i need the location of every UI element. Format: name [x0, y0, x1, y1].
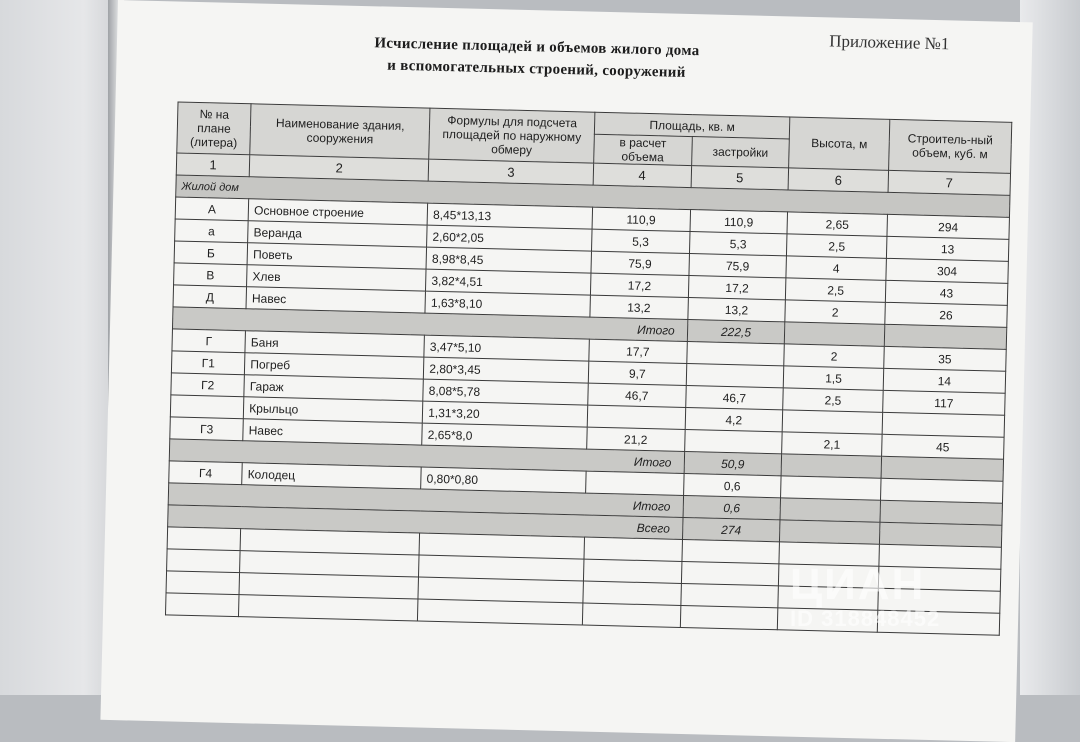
total-value: 0,6 [683, 495, 781, 519]
plan-number-cell: Г [172, 329, 246, 353]
building-name-cell: Погреб [245, 353, 424, 379]
header-plan-number: № на плане (литера) [177, 102, 251, 155]
total-label: Итого [172, 307, 687, 342]
column-number: 3 [428, 159, 593, 185]
height-cell [782, 410, 882, 434]
grand-total-value: 274 [682, 517, 780, 541]
area-volume-table [165, 101, 1012, 635]
group-1-rows [173, 197, 1009, 327]
plan-number-cell [170, 395, 244, 419]
formula-cell: 8,98*8,45 [426, 247, 591, 273]
plan-number-cell: Г2 [171, 373, 245, 397]
volume-area-cell: 17,7 [589, 339, 687, 363]
plan-number-cell: Б [174, 241, 248, 265]
cian-watermark [790, 560, 940, 632]
height-cell: 2 [784, 344, 884, 368]
height-cell: 4 [786, 256, 886, 280]
total-empty [785, 322, 885, 346]
building-name-cell: Баня [245, 331, 424, 357]
height-cell: 2,5 [787, 234, 887, 258]
total-empty [780, 520, 880, 544]
volume-area-cell: 75,9 [591, 251, 689, 275]
appendix-label: Приложение №1 [828, 31, 950, 54]
formula-cell: 3,47*5,10 [424, 335, 589, 361]
volume-area-cell: 110,9 [592, 207, 690, 231]
watermark-id: ID 318848452 [790, 606, 941, 631]
volume-cell: 294 [887, 214, 1010, 239]
formula-cell: 1,63*8,10 [425, 291, 590, 317]
plan-number-cell: В [174, 263, 248, 287]
plan-number-cell: А [175, 197, 249, 221]
header-volume: Строитель-ный объем, куб. м [888, 119, 1011, 173]
building-name-cell: Навес [246, 287, 425, 313]
header-building-name: Наименование здания, сооружения [250, 104, 430, 159]
column-number: 5 [691, 166, 789, 190]
volume-area-cell [587, 405, 685, 429]
building-area-cell: 13,2 [687, 298, 785, 322]
height-cell: 2,5 [783, 388, 883, 412]
volume-cell: 117 [883, 390, 1006, 415]
volume-area-cell: 13,2 [590, 295, 688, 319]
column-number: 1 [176, 153, 250, 177]
formula-cell: 2,60*2,05 [427, 225, 592, 251]
total-value: 50,9 [684, 451, 782, 475]
building-area-cell: 0,6 [683, 473, 781, 497]
building-name-cell: Основное строение [248, 199, 427, 225]
volume-cell [882, 412, 1005, 437]
total-empty [880, 500, 1003, 525]
building-area-cell [686, 363, 784, 387]
volume-cell: 35 [884, 346, 1007, 371]
volume-area-cell: 17,2 [590, 273, 688, 297]
formula-cell: 0,80*0,80 [421, 467, 586, 493]
volume-cell: 13 [886, 236, 1009, 261]
header-height: Высота, м [789, 117, 890, 170]
volume-cell: 26 [885, 302, 1008, 327]
height-cell [781, 476, 881, 500]
header-formula: Формулы для подсчета площадей по наружному обмеру [429, 108, 595, 163]
volume-cell: 45 [881, 434, 1004, 459]
height-cell: 2,65 [787, 212, 887, 236]
title-line-2: и вспомогательных строений, сооружений [387, 57, 686, 81]
plan-number-cell: Д [173, 285, 247, 309]
building-name-cell: Крыльцо [244, 397, 423, 423]
column-number: 7 [888, 170, 1011, 195]
height-cell: 2,5 [786, 278, 886, 302]
volume-cell [880, 478, 1003, 503]
volume-area-cell: 9,7 [588, 361, 686, 385]
building-name-cell: Навес [243, 419, 422, 445]
volume-area-cell: 5,3 [591, 229, 689, 253]
building-area-cell: 17,2 [688, 276, 786, 300]
formula-cell: 1,31*3,20 [422, 401, 587, 427]
grand-total-label: Всего [168, 505, 683, 540]
volume-area-cell: 46,7 [588, 383, 686, 407]
formula-cell: 8,45*13,13 [427, 203, 592, 229]
total-empty [780, 498, 880, 522]
formula-cell: 8,08*5,78 [423, 379, 588, 405]
volume-area-cell: 21,2 [587, 427, 685, 451]
total-label: Итого [168, 483, 683, 518]
column-number: 2 [249, 155, 428, 181]
total-empty [881, 456, 1004, 481]
plan-number-cell: Г3 [170, 417, 244, 441]
volume-cell: 14 [883, 368, 1006, 393]
plan-number-cell: Г4 [169, 461, 243, 485]
building-area-cell [684, 429, 782, 453]
plan-number-cell: Г1 [171, 351, 245, 375]
building-name-cell: Колодец [242, 463, 421, 489]
formula-cell: 2,80*3,45 [424, 357, 589, 383]
building-area-cell: 4,2 [685, 407, 783, 431]
total-empty [884, 324, 1007, 349]
section-title: Жилой дом [176, 175, 1010, 217]
total-label: Итого [169, 439, 684, 474]
volume-cell: 43 [885, 280, 1008, 305]
volume-area-cell [586, 471, 684, 495]
height-cell: 1,5 [783, 366, 883, 390]
total-empty [879, 522, 1002, 547]
plan-number-cell: а [175, 219, 249, 243]
column-number: 6 [788, 168, 888, 192]
building-name-cell: Гараж [244, 375, 423, 401]
header-area-group: Площадь, кв. м [594, 112, 790, 139]
header-volume-area: в расчет объема [594, 134, 692, 165]
building-area-cell: 5,3 [689, 232, 787, 256]
total-empty [781, 454, 881, 478]
building-name-cell: Веранда [248, 221, 427, 247]
building-area-cell: 75,9 [689, 254, 787, 278]
document-title [326, 31, 747, 85]
building-area-cell [686, 342, 784, 366]
building-name-cell: Хлев [247, 265, 426, 291]
building-area-cell: 110,9 [690, 210, 788, 234]
column-number: 4 [593, 163, 691, 187]
height-cell: 2,1 [782, 432, 882, 456]
group-2-rows [170, 329, 1006, 459]
building-area-cell: 46,7 [685, 385, 783, 409]
watermark-logo: ЦИАН [790, 560, 926, 609]
formula-cell: 3,82*4,51 [426, 269, 591, 295]
building-name-cell: Поветь [247, 243, 426, 269]
left-page [0, 0, 120, 695]
title-line-1: Исчисление площадей и объемов жилого дома [374, 35, 700, 60]
total-value: 222,5 [687, 320, 785, 344]
header-building-area: застройки [691, 137, 789, 168]
height-cell: 2 [785, 300, 885, 324]
formula-cell: 2,65*8,0 [422, 423, 587, 449]
volume-cell: 304 [886, 258, 1009, 283]
